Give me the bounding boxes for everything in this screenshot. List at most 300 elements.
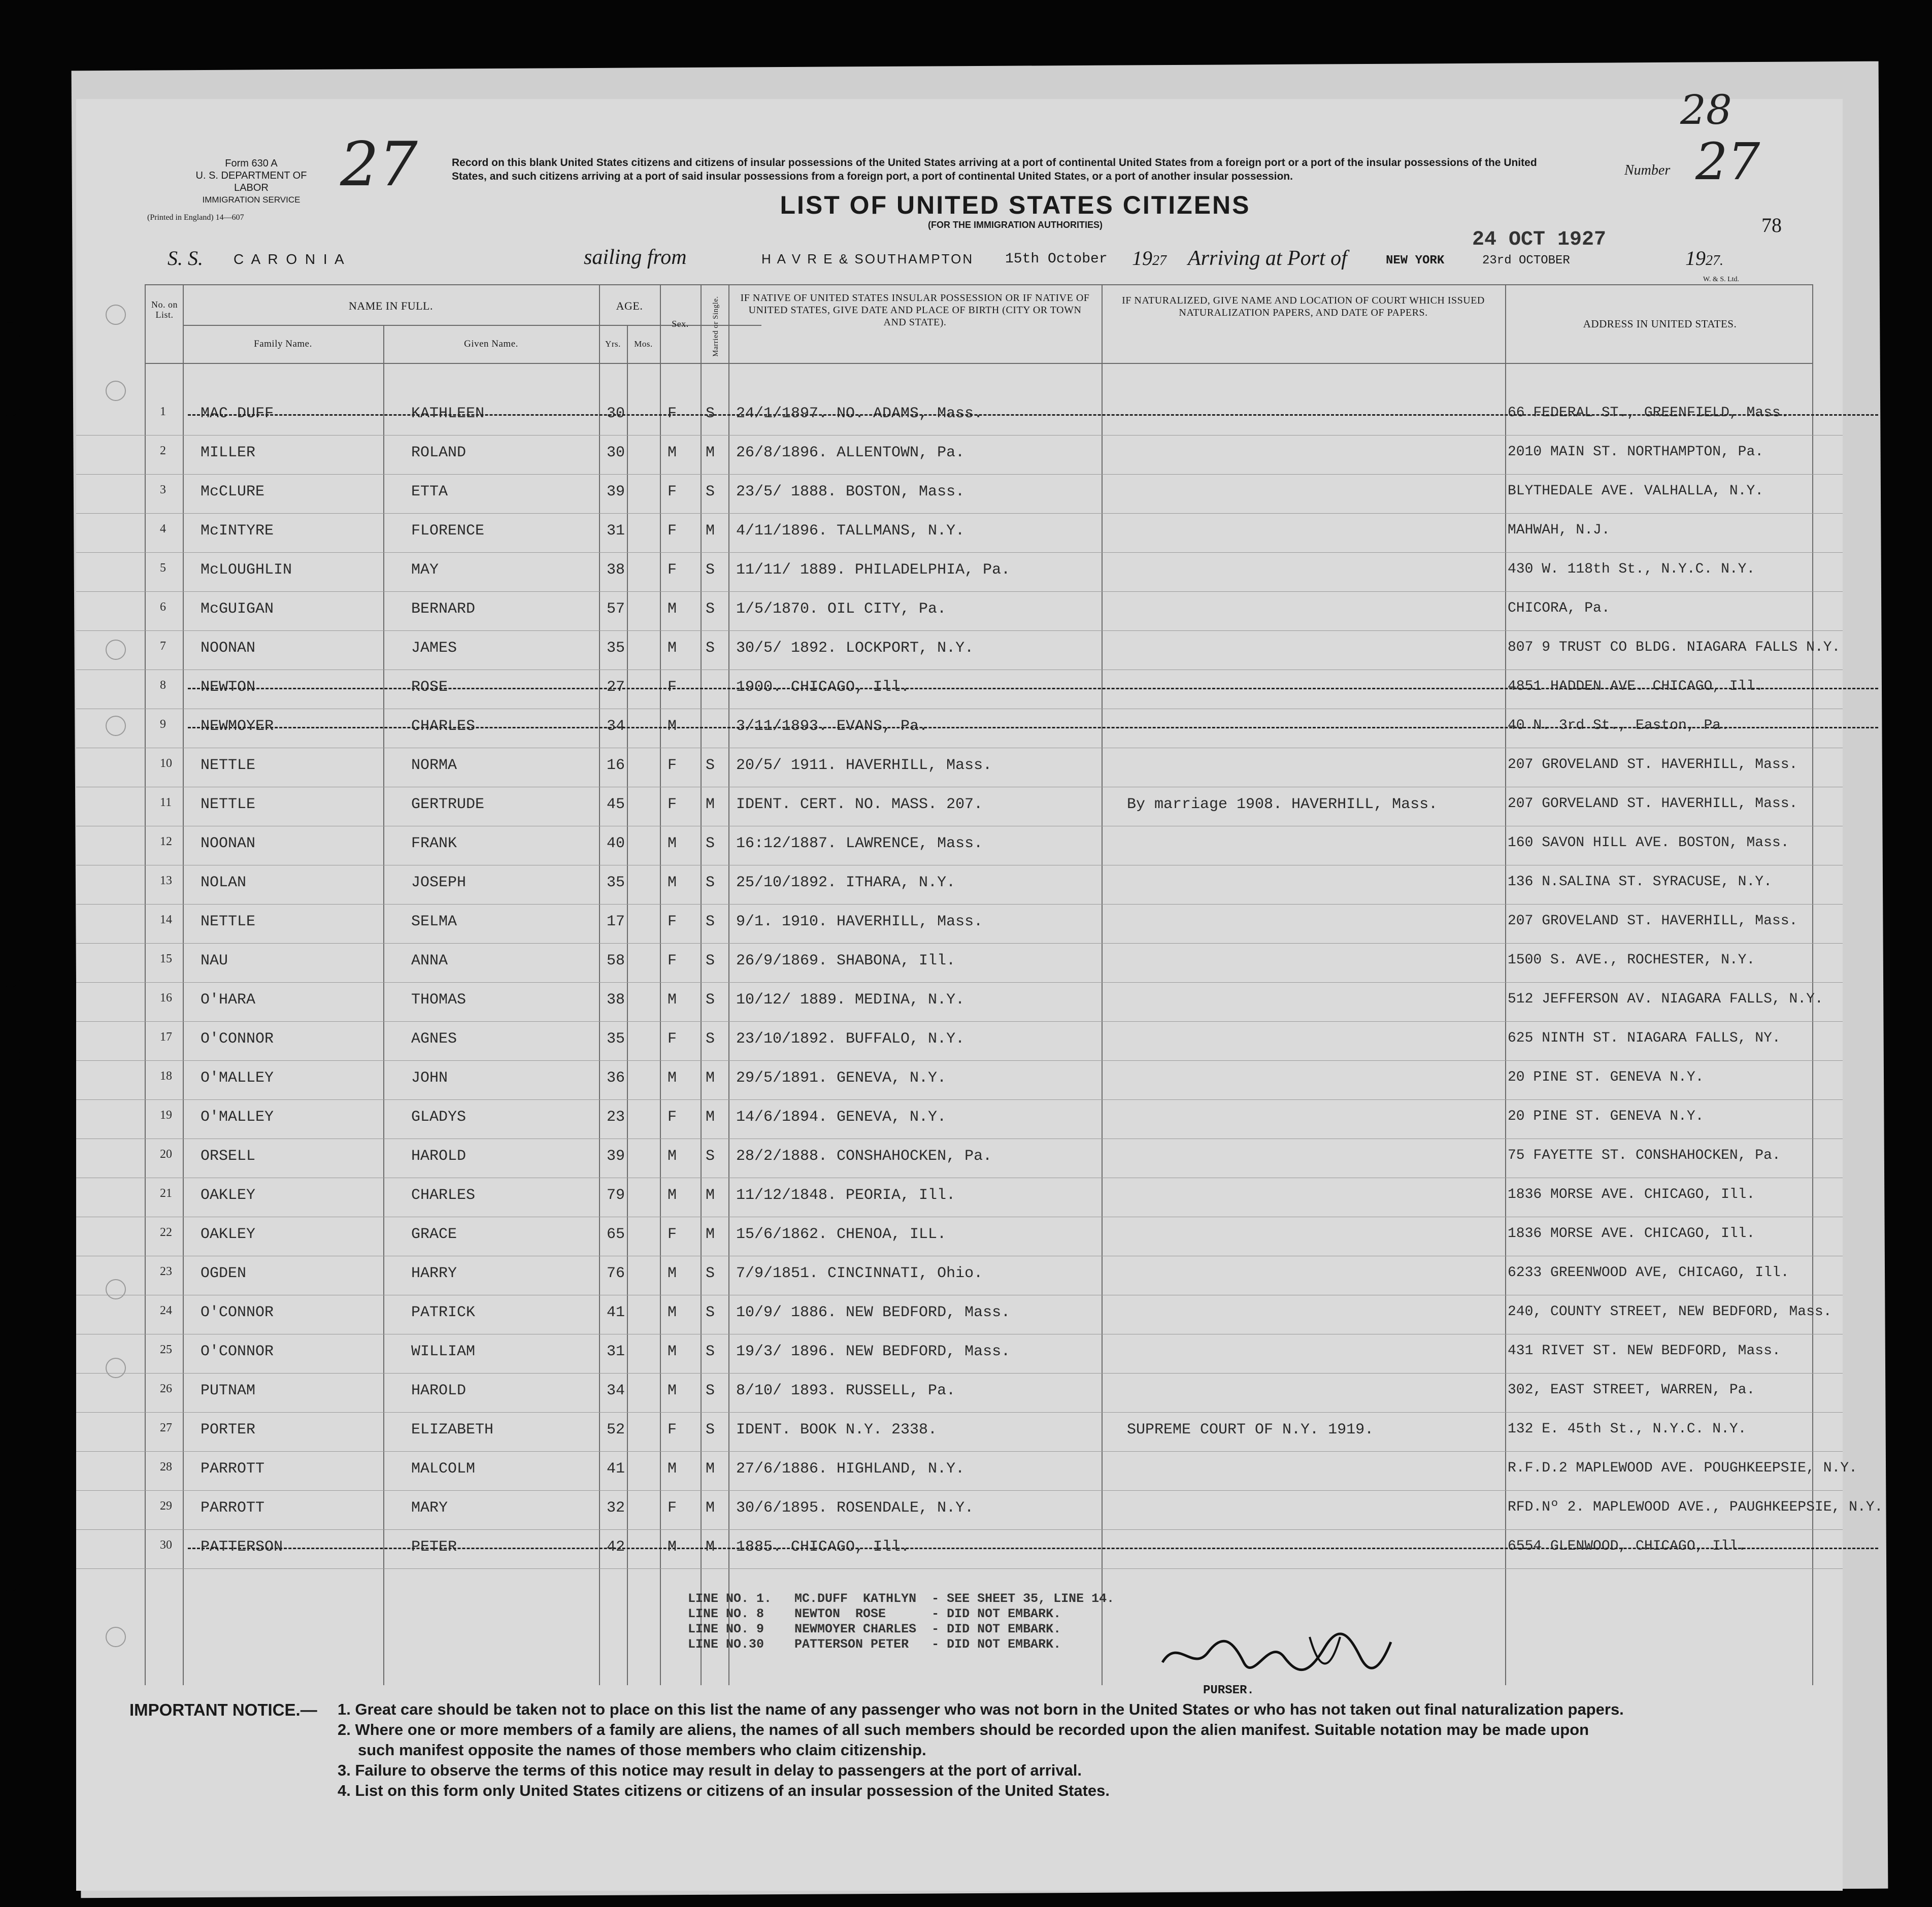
col-header-yrs: Yrs. — [605, 339, 621, 349]
cell-given: HAROLD — [411, 1148, 467, 1165]
cell-sex: M — [668, 1304, 677, 1321]
cell-given: GERTRUDE — [411, 796, 485, 813]
cell-birth: 25/10/1892. ITHARA, N.Y. — [736, 874, 956, 891]
cell-no: 27 — [160, 1421, 172, 1434]
cell-given: CHARLES — [411, 1187, 476, 1204]
col-header-sex: Sex. — [672, 319, 689, 329]
cell-no: 11 — [160, 796, 172, 809]
cell-addr: 40 N. 3rd St., Easton, Pa. — [1508, 718, 1729, 733]
page-title: LIST OF UNITED STATES CITIZENS — [780, 191, 1251, 219]
cell-birth: 29/5/1891. GENEVA, N.Y. — [736, 1069, 947, 1087]
table-row — [76, 1139, 1843, 1178]
department: U. S. DEPARTMENT OF LABOR — [195, 170, 307, 193]
table-row — [76, 1373, 1843, 1413]
notice-item-2: 2. Where one or more members of a family are aliens, the names of all such members should be recorded upon the alien manifest. Suitable notation may be made upon — [338, 1721, 1589, 1738]
port-to: NEW YORK — [1386, 254, 1445, 267]
cell-birth: 23/10/1892. BUFFALO, N.Y. — [736, 1030, 965, 1048]
cell-ms: S — [706, 1265, 715, 1282]
cell-birth: IDENT. CERT. NO. MASS. 207. — [736, 796, 983, 813]
cell-family: O'MALLEY — [201, 1069, 274, 1087]
cell-sex: F — [668, 1499, 677, 1517]
cell-no: 24 — [160, 1304, 172, 1317]
cell-ms: M — [706, 1460, 715, 1478]
notice-item-2-cont: such manifest opposite the names of those members who claim citizenship. — [358, 1741, 926, 1759]
cell-ms: M — [706, 1187, 715, 1204]
cell-birth: 19/3/ 1896. NEW BEDFORD, Mass. — [736, 1343, 1011, 1360]
table-row — [76, 1060, 1843, 1100]
cell-birth: 30/5/ 1892. LOCKPORT, N.Y. — [736, 640, 974, 657]
table-row — [76, 748, 1843, 787]
cell-given: GRACE — [411, 1226, 457, 1243]
cell-given: WILLIAM — [411, 1343, 476, 1360]
cell-family: McLOUGHLIN — [201, 561, 292, 579]
number-value: 27 — [1695, 132, 1760, 191]
cell-birth: 1/5/1870. OIL CITY, Pa. — [736, 600, 947, 618]
cell-ms: S — [706, 1030, 715, 1048]
cell-ms: S — [706, 835, 715, 852]
cell-yrs: 36 — [607, 1069, 625, 1087]
cell-ms: M — [706, 522, 715, 540]
cell-family: OAKLEY — [201, 1226, 256, 1243]
cell-addr: 1836 MORSE AVE. CHICAGO, Ill. — [1508, 1187, 1755, 1202]
cell-yrs: 41 — [607, 1304, 625, 1321]
cell-ms: S — [706, 952, 715, 969]
table-row — [76, 1295, 1843, 1334]
cell-no: 30 — [160, 1538, 172, 1552]
cell-no: 21 — [160, 1187, 172, 1200]
cell-addr: 6233 GREENWOOD AVE, CHICAGO, Ill. — [1508, 1265, 1789, 1281]
top-corner-number: 28 — [1680, 86, 1732, 133]
table-row — [76, 1529, 1843, 1569]
cell-given: ELIZABETH — [411, 1421, 494, 1438]
cell-ms: M — [706, 1538, 715, 1556]
cell-birth: 11/12/1848. PEORIA, Ill. — [736, 1187, 956, 1204]
remarks-block — [688, 1591, 1114, 1652]
number-label: Number — [1624, 162, 1671, 178]
ss-label: S. S. — [168, 247, 203, 270]
cell-no: 3 — [160, 483, 166, 496]
cell-birth: 1900. CHICAGO, Ill. — [736, 679, 910, 696]
cell-ms: S — [706, 561, 715, 579]
cell-yrs: 32 — [607, 1499, 625, 1517]
binder-ring — [106, 381, 126, 401]
punch-hole — [0, 967, 20, 987]
cell-family: O'CONNOR — [201, 1030, 274, 1048]
cell-given: GLADYS — [411, 1109, 467, 1126]
cell-addr: MAHWAH, N.J. — [1508, 522, 1610, 538]
form-id-block — [185, 157, 317, 206]
cell-family: NOONAN — [201, 835, 256, 852]
cell-yrs: 76 — [607, 1265, 625, 1282]
cell-no: 23 — [160, 1265, 172, 1278]
year2-suffix: 27. — [1706, 253, 1723, 269]
cell-no: 12 — [160, 835, 172, 848]
page-number: 78 — [1761, 214, 1782, 237]
cell-yrs: 38 — [607, 561, 625, 579]
cell-addr: R.F.D.2 MAPLEWOOD AVE. POUGHKEEPSIE, N.Y. — [1508, 1460, 1857, 1476]
cell-given: CHARLES — [411, 718, 476, 735]
cell-sex: F — [668, 913, 677, 930]
cell-birth: 3/11/1893. EVANS, Pa. — [736, 718, 928, 735]
cell-addr: 207 GROVELAND ST. HAVERHILL, Mass. — [1508, 757, 1798, 773]
record-instructions: Record on this blank United States citizens and citizens of insular possessions of the United States arriving at a port of continental United States from a foreign port or a port of the insular possessions of the United States, and such citizens arriving at a port of said insular possessions from a foreign port, a port of continental United States, or a port of another insular possession. — [452, 157, 1537, 182]
table-row — [76, 709, 1843, 748]
table-row — [76, 943, 1843, 983]
sailing-from-label: sailing from — [584, 246, 687, 269]
cell-family: O'HARA — [201, 991, 256, 1009]
cell-ms: S — [706, 874, 715, 891]
punch-hole — [0, 322, 20, 343]
cell-family: McGUIGAN — [201, 600, 274, 618]
punch-hole — [0, 396, 20, 416]
port-from: H A V R E & SOUTHAMPTON — [761, 251, 974, 266]
table-top-border — [145, 284, 1812, 285]
strike-through-line — [188, 1548, 1878, 1549]
printed-in: (Printed in England) 14—607 — [147, 213, 244, 222]
cell-sex: F — [668, 483, 677, 500]
cell-family: O'MALLEY — [201, 1109, 274, 1126]
punch-hole — [0, 1046, 20, 1066]
cell-yrs: 45 — [607, 796, 625, 813]
remark-line: LINE NO. 8 NEWTON ROSE - DID NOT EMBARK. — [688, 1607, 1061, 1621]
cell-no: 13 — [160, 874, 172, 887]
cell-given: KATHLEEN — [411, 405, 485, 422]
cell-family: NEWMOYER — [201, 718, 274, 735]
remark-line: LINE NO. 1. MC.DUFF KATHLYN - SEE SHEET 35, LINE 14. — [688, 1591, 1115, 1606]
cell-sex: F — [668, 796, 677, 813]
cell-yrs: 38 — [607, 991, 625, 1009]
cell-given: JAMES — [411, 640, 457, 657]
cell-sex: F — [668, 679, 677, 696]
cell-given: MARY — [411, 1499, 448, 1517]
cell-family: PARROTT — [201, 1460, 265, 1478]
cell-no: 8 — [160, 679, 166, 692]
cell-family: PARROTT — [201, 1499, 265, 1517]
cell-birth: 27/6/1886. HIGHLAND, N.Y. — [736, 1460, 965, 1478]
cell-nat: SUPREME COURT OF N.Y. 1919. — [1127, 1421, 1374, 1438]
cell-sex: F — [668, 561, 677, 579]
purser-label: PURSER. — [1203, 1684, 1254, 1697]
cell-sex: F — [668, 1030, 677, 1048]
cell-sex: M — [668, 1343, 677, 1360]
cell-family: ORSELL — [201, 1148, 256, 1165]
cell-yrs: 34 — [607, 718, 625, 735]
cell-no: 25 — [160, 1343, 172, 1356]
table-row — [76, 1334, 1843, 1374]
notice-item-4: 4. List on this form only United States citizens or citizens of an insular possession of the United States. — [338, 1782, 1110, 1799]
cell-sex: M — [668, 835, 677, 852]
cell-sex: F — [668, 1421, 677, 1438]
cell-given: FRANK — [411, 835, 457, 852]
cell-given: HARRY — [411, 1265, 457, 1282]
cell-addr: 431 RIVET ST. NEW BEDFORD, Mass. — [1508, 1343, 1781, 1359]
cell-no: 22 — [160, 1226, 172, 1239]
year2-prefix: 19 — [1685, 247, 1706, 270]
cell-birth: 15/6/1862. CHENOA, ILL. — [736, 1226, 947, 1243]
table-row — [76, 1412, 1843, 1452]
cell-birth: 30/6/1895. ROSENDALE, N.Y. — [736, 1499, 974, 1517]
cell-addr: CHICORA, Pa. — [1508, 600, 1610, 616]
cell-sex: M — [668, 1187, 677, 1204]
cell-given: BERNARD — [411, 600, 476, 618]
cell-yrs: 31 — [607, 522, 625, 540]
table-row — [76, 474, 1843, 514]
table-row — [76, 1451, 1857, 1491]
cell-ms: M — [706, 796, 715, 813]
remark-line: LINE NO. 9 NEWMOYER CHARLES - DID NOT EMBARK. — [688, 1622, 1061, 1636]
date-to: 23rd OCTOBER — [1482, 254, 1570, 267]
cell-given: THOMAS — [411, 991, 467, 1009]
cell-ms: S — [706, 1343, 715, 1360]
cell-sex: F — [668, 522, 677, 540]
cell-family: NETTLE — [201, 913, 256, 930]
cell-family: PORTER — [201, 1421, 256, 1438]
cell-family: NETTLE — [201, 757, 256, 774]
cell-given: FLORENCE — [411, 522, 485, 540]
cell-addr: 160 SAVON HILL AVE. BOSTON, Mass. — [1508, 835, 1789, 851]
binder-ring — [106, 716, 126, 736]
handwritten-sheet-number: 27 — [340, 129, 418, 200]
cell-given: HAROLD — [411, 1382, 467, 1399]
cell-addr: 4851 HADDEN AVE. CHICAGO, Ill. — [1508, 679, 1764, 694]
cell-sex: F — [668, 1226, 677, 1243]
cell-addr: BLYTHEDALE AVE. VALHALLA, N.Y. — [1508, 483, 1764, 499]
table-row — [76, 1256, 1843, 1295]
cell-yrs: 58 — [607, 952, 625, 969]
cell-addr: 207 GORVELAND ST. HAVERHILL, Mass. — [1508, 796, 1798, 812]
cell-yrs: 39 — [607, 483, 625, 500]
col-header-address: ADDRESS IN UNITED STATES. — [1583, 318, 1737, 330]
year-prefix: 19 — [1132, 247, 1152, 270]
cell-family: PATTERSON — [201, 1538, 283, 1556]
cell-sex: F — [668, 952, 677, 969]
table-row — [76, 1217, 1843, 1256]
cell-yrs: 52 — [607, 1421, 625, 1438]
cell-addr: 20 PINE ST. GENEVA N.Y. — [1508, 1109, 1704, 1124]
binder-ring — [106, 1279, 126, 1299]
cell-birth: 10/9/ 1886. NEW BEDFORD, Mass. — [736, 1304, 1011, 1321]
cell-family: NAU — [201, 952, 228, 969]
col-header-native: IF NATIVE OF UNITED STATES INSULAR POSSESSION OR IF NATIVE OF UNITED STATES, GIVE DATE AND PLACE OF BIRTH (CITY OR TOWN AND STATE). — [740, 292, 1090, 328]
printer-mark: W. & S. Ltd. — [1703, 276, 1740, 283]
cell-birth: 11/11/ 1889. PHILADELPHIA, Pa. — [736, 561, 1011, 579]
cell-yrs: 65 — [607, 1226, 625, 1243]
cell-ms: S — [706, 483, 715, 500]
cell-ms: S — [706, 1421, 715, 1438]
notice-item-3: 3. Failure to observe the terms of this notice may result in delay to passengers at the port of arrival. — [338, 1761, 1082, 1779]
cell-sex: M — [668, 1382, 677, 1399]
col-header-naturalized: IF NATURALIZED, GIVE NAME AND LOCATION OF COURT WHICH ISSUED NATURALIZATION PAPERS, AND DATE OF PAPERS. — [1122, 295, 1485, 318]
cell-birth: 9/1. 1910. HAVERHILL, Mass. — [736, 913, 983, 930]
year-suffix: 27 — [1152, 253, 1167, 269]
cell-sex: M — [668, 718, 677, 735]
cell-birth: 10/12/ 1889. MEDINA, N.Y. — [736, 991, 965, 1009]
cell-addr: 136 N.SALINA ST. SYRACUSE, N.Y. — [1508, 874, 1772, 890]
table-row — [76, 904, 1843, 944]
cell-birth: 28/2/1888. CONSHAHOCKEN, Pa. — [736, 1148, 992, 1165]
table-row — [76, 787, 1843, 826]
purser-signature — [1157, 1627, 1396, 1683]
cell-family: OAKLEY — [201, 1187, 256, 1204]
binder-ring — [106, 640, 126, 660]
table-row — [76, 826, 1843, 865]
remark-line: LINE NO.30 PATTERSON PETER - DID NOT EMBARK. — [688, 1637, 1061, 1652]
cell-addr: 66 FEDERAL ST., GREENFIELD, Mass. — [1508, 405, 1789, 421]
cell-birth: 8/10/ 1893. RUSSELL, Pa. — [736, 1382, 956, 1399]
ship-name: C A R O N I A — [234, 251, 346, 267]
table-row — [76, 1021, 1843, 1061]
cell-given: JOSEPH — [411, 874, 467, 891]
cell-yrs: 41 — [607, 1460, 625, 1478]
passenger-rows — [76, 396, 1883, 1579]
table-row — [76, 865, 1843, 905]
cell-addr: 6554 GLENWOOD, CHICAGO, Ill. — [1508, 1538, 1747, 1554]
cell-yrs: 30 — [607, 444, 625, 461]
cell-no: 7 — [160, 640, 166, 653]
cell-ms: S — [706, 913, 715, 930]
cell-addr: 807 9 TRUST CO BLDG. NIAGARA FALLS N.Y. — [1508, 640, 1841, 655]
cell-given: NORMA — [411, 757, 457, 774]
cell-given: ROSE — [411, 679, 448, 696]
table-row — [76, 1178, 1843, 1217]
cell-given: PATRICK — [411, 1304, 476, 1321]
col-header-family: Family Name. — [254, 339, 312, 349]
binder-ring — [106, 1627, 126, 1647]
cell-yrs: 57 — [607, 600, 625, 618]
cell-given: ANNA — [411, 952, 448, 969]
cell-sex: M — [668, 640, 677, 657]
cell-addr: 20 PINE ST. GENEVA N.Y. — [1508, 1069, 1704, 1085]
col-header-age: AGE. — [616, 299, 643, 312]
binder-ring — [106, 305, 126, 325]
cell-yrs: 31 — [607, 1343, 625, 1360]
cell-no: 29 — [160, 1499, 172, 1513]
cell-sex: F — [668, 1109, 677, 1126]
cell-given: ROLAND — [411, 444, 467, 461]
punch-hole — [0, 1571, 20, 1591]
cell-yrs: 40 — [607, 835, 625, 852]
cell-given: MAY — [411, 561, 439, 579]
form-number: Form 630 A — [225, 158, 278, 169]
cell-addr: RFD.Nº 2. MAPLEWOOD AVE., PAUGHKEEPSIE, N.Y. — [1508, 1499, 1883, 1515]
cell-ms: S — [706, 600, 715, 618]
cell-ms: S — [706, 1148, 715, 1165]
cell-addr: 1500 S. AVE., ROCHESTER, N.Y. — [1508, 952, 1755, 968]
cell-birth: IDENT. BOOK N.Y. 2338. — [736, 1421, 938, 1438]
cell-yrs: 23 — [607, 1109, 625, 1126]
cell-addr: 302, EAST STREET, WARREN, Pa. — [1508, 1382, 1755, 1398]
page-subtitle: (FOR THE IMMIGRATION AUTHORITIES) — [928, 220, 1103, 230]
cell-family: MAC DUFF — [201, 405, 274, 422]
cell-family: O'CONNOR — [201, 1304, 274, 1321]
cell-addr: 1836 MORSE AVE. CHICAGO, Ill. — [1508, 1226, 1755, 1242]
cell-no: 4 — [160, 522, 166, 536]
cell-family: O'CONNOR — [201, 1343, 274, 1360]
cell-addr: 75 FAYETTE ST. CONSHAHOCKEN, Pa. — [1508, 1148, 1781, 1163]
cell-yrs: 35 — [607, 874, 625, 891]
cell-birth: 4/11/1896. TALLMANS, N.Y. — [736, 522, 965, 540]
cell-ms: S — [706, 1382, 715, 1399]
year-from — [1132, 246, 1167, 270]
table-row — [76, 552, 1843, 592]
cell-addr: 430 W. 118th St., N.Y.C. N.Y. — [1508, 561, 1755, 577]
table-row — [76, 591, 1843, 631]
cell-family: PUTNAM — [201, 1382, 256, 1399]
cell-family: NOONAN — [201, 640, 256, 657]
cell-yrs: 27 — [607, 679, 625, 696]
cell-yrs: 35 — [607, 640, 625, 657]
cell-no: 20 — [160, 1148, 172, 1161]
cell-family: OGDEN — [201, 1265, 247, 1282]
col-header-name: NAME IN FULL. — [349, 299, 433, 312]
cell-sex: M — [668, 874, 677, 891]
manifest-sheet — [76, 86, 1883, 1891]
cell-ms: S — [706, 1304, 715, 1321]
cell-sex: M — [668, 1265, 677, 1282]
cell-sex: M — [668, 1538, 677, 1556]
cell-ms: M — [706, 1499, 715, 1517]
cell-yrs: 17 — [607, 913, 625, 930]
cell-no: 10 — [160, 757, 172, 770]
table-row — [76, 396, 1843, 436]
year-to — [1685, 246, 1723, 270]
cell-no: 6 — [160, 600, 166, 614]
arriving-label: Arriving at Port of — [1188, 247, 1347, 270]
service: IMMIGRATION SERVICE — [202, 195, 301, 205]
table-row — [76, 1099, 1843, 1139]
cell-no: 17 — [160, 1030, 172, 1044]
cell-ms: S — [706, 757, 715, 774]
cell-ms: M — [706, 444, 715, 461]
cell-yrs: 30 — [607, 405, 625, 422]
strike-through-line — [188, 727, 1878, 728]
cell-birth: 24/1/1897. NO. ADAMS, Mass. — [736, 405, 983, 422]
cell-birth: 1885. CHICAGO, Ill. — [736, 1538, 910, 1556]
cell-birth: 16:12/1887. LAWRENCE, Mass. — [736, 835, 983, 852]
cell-family: McCLURE — [201, 483, 265, 500]
cell-given: ETTA — [411, 483, 448, 500]
cell-birth: 14/6/1894. GENEVA, N.Y. — [736, 1109, 947, 1126]
cell-sex: F — [668, 757, 677, 774]
cell-birth: 7/9/1851. CINCINNATI, Ohio. — [736, 1265, 983, 1282]
cell-ms: M — [706, 1109, 715, 1126]
cell-family: NETTLE — [201, 796, 256, 813]
cell-given: SELMA — [411, 913, 457, 930]
table-row — [76, 1490, 1883, 1530]
cell-birth: 26/9/1869. SHABONA, Ill. — [736, 952, 956, 969]
col-header-given: Given Name. — [464, 339, 518, 349]
binder-ring — [106, 1358, 126, 1378]
cell-addr: 2010 MAIN ST. NORTHAMPTON, Pa. — [1508, 444, 1764, 460]
cell-addr: 132 E. 45th St., N.Y.C. N.Y. — [1508, 1421, 1747, 1437]
cell-sex: F — [668, 405, 677, 422]
cell-ms: S — [706, 640, 715, 657]
cell-family: McINTYRE — [201, 522, 274, 540]
cell-no: 28 — [160, 1460, 172, 1474]
cell-addr: 625 NINTH ST. NIAGARA FALLS, NY. — [1508, 1030, 1781, 1046]
cell-no: 1 — [160, 405, 166, 418]
cell-no: 14 — [160, 913, 172, 926]
cell-ms: M — [706, 1226, 715, 1243]
cell-no: 2 — [160, 444, 166, 457]
cell-sex: M — [668, 1148, 677, 1165]
cell-no: 19 — [160, 1109, 172, 1122]
cell-family: MILLER — [201, 444, 256, 461]
cell-yrs: 39 — [607, 1148, 625, 1165]
cell-sex: M — [668, 1069, 677, 1087]
cell-given: MALCOLM — [411, 1460, 476, 1478]
cell-no: 18 — [160, 1069, 172, 1083]
